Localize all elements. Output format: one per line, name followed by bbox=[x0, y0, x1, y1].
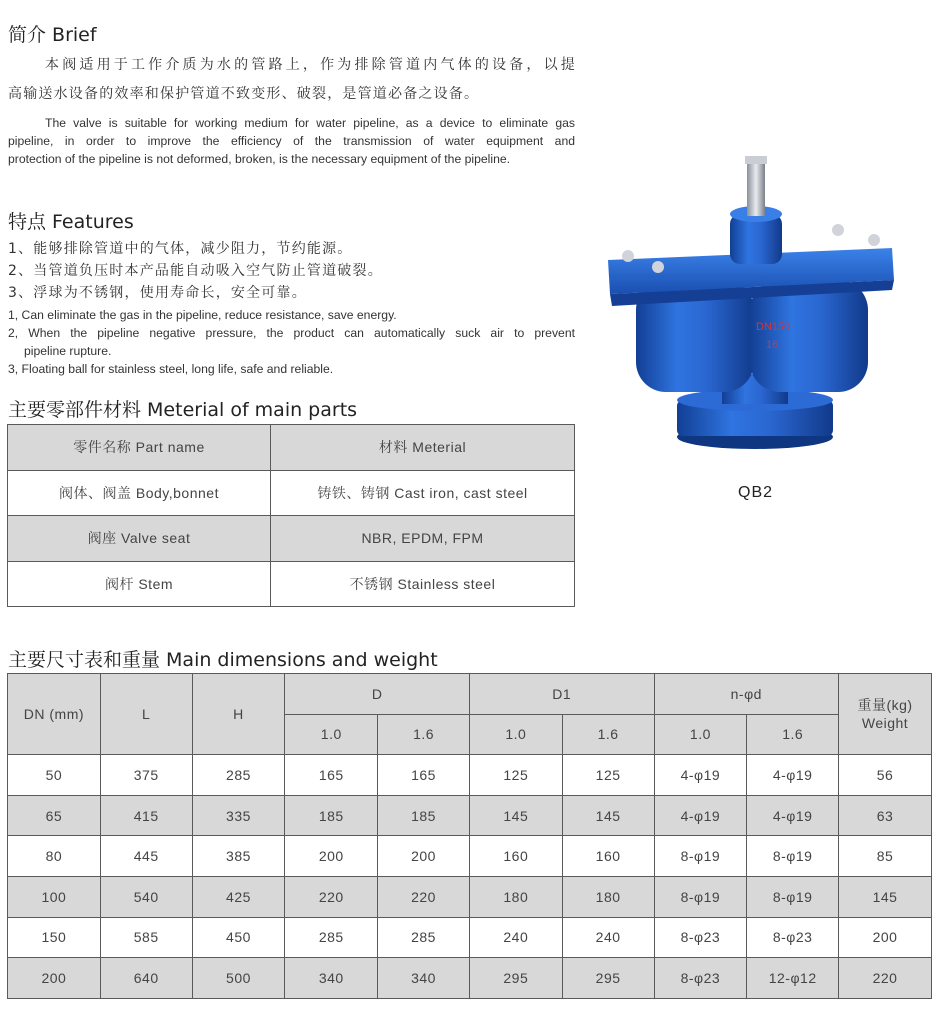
dimensions-cell: 180 bbox=[562, 876, 654, 917]
dimensions-cell: 63 bbox=[839, 795, 932, 836]
dimensions-cell: 8-φ23 bbox=[654, 917, 747, 958]
dimensions-cell: 385 bbox=[192, 836, 285, 877]
dimensions-cell: 445 bbox=[100, 836, 192, 877]
dimensions-cell: 160 bbox=[562, 836, 654, 877]
materials-part-cell: 阀杆 Stem bbox=[8, 561, 271, 607]
dimensions-heading: 主要尺寸表和重量 Main dimensions and weight bbox=[8, 649, 438, 671]
dimensions-cell: 145 bbox=[562, 795, 654, 836]
valve-body-text-1: DN150 bbox=[756, 321, 791, 333]
dimensions-cell: 200 bbox=[839, 917, 932, 958]
dimensions-cell: 450 bbox=[192, 917, 285, 958]
brief-heading: 简介 Brief bbox=[8, 24, 97, 46]
dimensions-row bbox=[8, 836, 932, 877]
pressure-cell: 1.0 bbox=[654, 714, 747, 755]
dimensions-cell: 4-φ19 bbox=[654, 795, 747, 836]
dimensions-cell: 220 bbox=[285, 876, 378, 917]
dimensions-cell: 180 bbox=[469, 876, 562, 917]
dimensions-cell: 4-φ19 bbox=[747, 755, 839, 796]
dimensions-cell: 50 bbox=[8, 755, 101, 796]
dimensions-cell: 8-φ19 bbox=[654, 876, 747, 917]
feature-en-item-3: 3, Floating ball for stainless steel, long life, safe and reliable. bbox=[8, 362, 334, 376]
header-weight-en: Weight bbox=[861, 715, 909, 732]
dimensions-row bbox=[8, 917, 932, 958]
dimensions-cell: 150 bbox=[8, 917, 101, 958]
dimensions-cell: 340 bbox=[285, 958, 378, 999]
dimensions-cell: 295 bbox=[562, 958, 654, 999]
header-l: L bbox=[100, 674, 192, 755]
materials-header-part: 零件名称 Part name bbox=[8, 425, 271, 471]
dimensions-cell: 335 bbox=[192, 795, 285, 836]
header-dn: DN (mm) bbox=[8, 674, 101, 755]
materials-material-cell: NBR, EPDM, FPM bbox=[271, 516, 575, 562]
brief-en-line-2: pipeline, in order to improve the efficiency of the transmission of water equipment and bbox=[8, 134, 575, 148]
dimensions-cell: 125 bbox=[562, 755, 654, 796]
dimensions-cell: 415 bbox=[100, 795, 192, 836]
dimensions-cell: 165 bbox=[285, 755, 378, 796]
materials-material-cell: 不锈钢 Stainless steel bbox=[271, 561, 575, 607]
dimensions-cell: 80 bbox=[8, 836, 101, 877]
dimensions-cell: 85 bbox=[839, 836, 932, 877]
dimensions-cell: 8-φ23 bbox=[747, 917, 839, 958]
header-n-phi-d: n-φd bbox=[654, 674, 839, 715]
materials-table bbox=[7, 424, 575, 607]
dimensions-cell: 540 bbox=[100, 876, 192, 917]
dimensions-cell: 500 bbox=[192, 958, 285, 999]
dimensions-cell: 240 bbox=[469, 917, 562, 958]
materials-part-cell: 阀座 Valve seat bbox=[8, 516, 271, 562]
dimensions-cell: 200 bbox=[8, 958, 101, 999]
dimensions-cell: 145 bbox=[839, 876, 932, 917]
valve-body-text-2: 16 bbox=[766, 339, 779, 351]
materials-header-row bbox=[8, 425, 575, 471]
header-weight-cn: 重量(kg) bbox=[857, 697, 913, 714]
dimensions-cell: 295 bbox=[469, 958, 562, 999]
pressure-cell: 1.0 bbox=[285, 714, 378, 755]
pressure-cell: 1.6 bbox=[747, 714, 839, 755]
product-model-label: QB2 bbox=[738, 484, 774, 501]
materials-header-material: 材料 Meterial bbox=[271, 425, 575, 471]
feature-en-item-2-line-1: 2, When the pipeline negative pressure, the product can automatically suck air to prevent bbox=[8, 326, 575, 340]
dimensions-cell: 585 bbox=[100, 917, 192, 958]
dimensions-cell: 285 bbox=[378, 917, 470, 958]
features-heading: 特点 Features bbox=[8, 211, 134, 233]
dimensions-cell: 4-φ19 bbox=[747, 795, 839, 836]
header-h: H bbox=[192, 674, 285, 755]
dimensions-cell: 285 bbox=[192, 755, 285, 796]
dimensions-row bbox=[8, 755, 932, 796]
dimensions-cell: 240 bbox=[562, 917, 654, 958]
dimensions-cell: 375 bbox=[100, 755, 192, 796]
materials-row bbox=[8, 516, 575, 562]
brief-en-line-3: protection of the pipeline is not deformed, broken, is the necessary equipment of the pipeline. bbox=[8, 152, 511, 166]
dimensions-header-row bbox=[8, 674, 932, 715]
dimensions-cell: 8-φ19 bbox=[747, 836, 839, 877]
dimensions-cell: 145 bbox=[469, 795, 562, 836]
dimensions-cell: 185 bbox=[378, 795, 470, 836]
dimensions-body bbox=[8, 755, 932, 999]
header-d1: D1 bbox=[469, 674, 654, 715]
air-valve-product-image bbox=[600, 152, 900, 452]
dimensions-cell: 12-φ12 bbox=[747, 958, 839, 999]
pressure-cell: 1.6 bbox=[378, 714, 470, 755]
materials-row bbox=[8, 470, 575, 516]
dimensions-cell: 220 bbox=[378, 876, 470, 917]
dimensions-cell: 285 bbox=[285, 917, 378, 958]
feature-cn-item-2: 2、当管道负压时本产品能自动吸入空气防止管道破裂。 bbox=[8, 263, 383, 279]
dimensions-cell: 8-φ19 bbox=[747, 876, 839, 917]
materials-row bbox=[8, 561, 575, 607]
pressure-cell: 1.6 bbox=[562, 714, 654, 755]
feature-cn-item-1: 1、能够排除管道中的气体，减少阻力，节约能源。 bbox=[8, 241, 353, 257]
feature-en-item-2-line-2: pipeline rupture. bbox=[24, 344, 112, 358]
dimensions-cell: 200 bbox=[285, 836, 378, 877]
materials-material-cell: 铸铁、铸钢 Cast iron, cast steel bbox=[271, 470, 575, 516]
dimensions-cell: 4-φ19 bbox=[654, 755, 747, 796]
materials-heading: 主要零部件材料 Meterial of main parts bbox=[8, 399, 358, 421]
dimensions-row bbox=[8, 958, 932, 999]
dimensions-cell: 100 bbox=[8, 876, 101, 917]
dimensions-cell: 65 bbox=[8, 795, 101, 836]
dimensions-cell: 125 bbox=[469, 755, 562, 796]
dimensions-cell: 220 bbox=[839, 958, 932, 999]
dimensions-row bbox=[8, 876, 932, 917]
dimensions-cell: 8-φ23 bbox=[654, 958, 747, 999]
dimensions-cell: 340 bbox=[378, 958, 470, 999]
pressure-cell: 1.0 bbox=[469, 714, 562, 755]
dimensions-cell: 200 bbox=[378, 836, 470, 877]
dimensions-cell: 185 bbox=[285, 795, 378, 836]
dimensions-table bbox=[7, 673, 932, 999]
dimensions-cell: 8-φ19 bbox=[654, 836, 747, 877]
header-d: D bbox=[285, 674, 470, 715]
header-weight bbox=[839, 674, 932, 755]
dimensions-row bbox=[8, 795, 932, 836]
materials-part-cell: 阀体、阀盖 Body,bonnet bbox=[8, 470, 271, 516]
feature-en-item-1: 1, Can eliminate the gas in the pipeline, reduce resistance, save energy. bbox=[8, 308, 397, 322]
brief-cn-line-2: 高输送水设备的效率和保护管道不致变形、破裂，是管道必备之设备。 bbox=[8, 86, 480, 102]
dimensions-cell: 425 bbox=[192, 876, 285, 917]
dimensions-cell: 640 bbox=[100, 958, 192, 999]
brief-cn-line-1: 本阀适用于工作介质为水的管路上，作为排除管道内气体的设备，以提 bbox=[45, 57, 576, 73]
brief-en-line-1: The valve is suitable for working medium for water pipeline, as a device to eliminate gas bbox=[45, 116, 575, 130]
feature-cn-item-3: 3、浮球为不锈钢，使用寿命长，安全可靠。 bbox=[8, 285, 307, 301]
dimensions-cell: 160 bbox=[469, 836, 562, 877]
dimensions-cell: 56 bbox=[839, 755, 932, 796]
dimensions-cell: 165 bbox=[378, 755, 470, 796]
